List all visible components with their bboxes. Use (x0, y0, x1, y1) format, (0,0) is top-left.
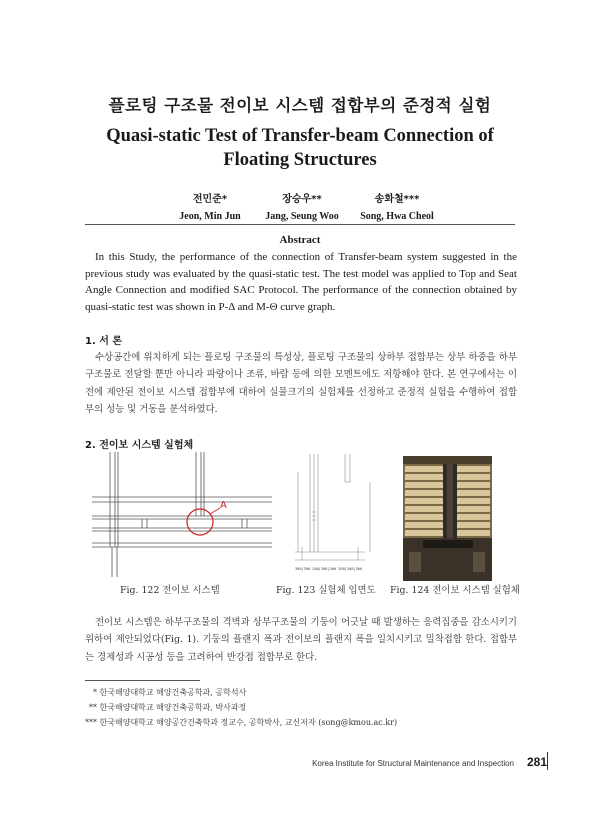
figure-3-caption: Fig. 124 전이보 시스템 실험체 (390, 585, 520, 596)
detail-label: A (220, 500, 227, 511)
title-korean: 플로팅 구조물 전이보 시스템 접합부의 준정적 실험 (108, 96, 492, 115)
section-2-heading: 2. 전이보 시스템 실험체 (85, 440, 194, 451)
footnote-1: * 한국해양대학교 해양건축공학과, 공학석사 (93, 688, 247, 697)
author-name-en: Jeon, Min Jun (179, 211, 241, 222)
author-name-ko: 전민준* (192, 194, 228, 205)
abstract-text: In this Study, the performance of the connection of Transfer-beam system suggested in the previous study was evaluated by the quasi-static test. The test model was applied to Top and Seat Angle Connection and modified SAC Protocol. The performance of the connection obtained by quasi-static test was shown in P-Δ and M-Θ curve graph. (85, 251, 517, 314)
figure-specimen-elevation (290, 452, 380, 580)
author-name-ko: 장승우** (282, 194, 322, 205)
divider (85, 224, 515, 225)
figure-transfer-beam-system (92, 452, 272, 577)
author-3 (337, 190, 457, 222)
figure-1-caption: Fig. 122 전이보 시스템 (120, 585, 220, 596)
footer-publisher: Korea Institute for Structural Maintenance and Inspection (312, 759, 514, 768)
footnote-divider (85, 680, 200, 681)
abstract-heading: Abstract (279, 234, 321, 246)
figure-2-caption: Fig. 123 실험체 입면도 (276, 585, 376, 596)
footer-bar (547, 752, 548, 770)
title-english: Quasi-static Test of Transfer-beam Connection of Floating Structures (106, 126, 494, 170)
footnote-2: ** 한국해양대학교 해양건축공학과, 박사과정 (89, 703, 247, 712)
footnote-3: *** 한국해양대학교 해양공간건축학과 정교수, 공학박사, 교신저자 (song@kmou.ac.kr) (85, 718, 398, 727)
specimen-photo (403, 456, 492, 581)
dimension-labels: 300|300 200|300|300 200|300|300 (295, 567, 363, 571)
page-number: 281 (527, 755, 548, 769)
author-name-ko: 송화철*** (374, 194, 420, 205)
author-name-en: Jang, Seung Woo (265, 211, 339, 222)
author-name-en: Song, Hwa Cheol (360, 211, 434, 222)
section-1-heading: 1. 서 론 (85, 336, 123, 347)
section-2-text: 전이보 시스템은 하부구조물의 격벽과 상부구조물의 기둥이 어긋날 때 발생하는 응력집중을 감소시키기 위하여 제안되었다(Fig. 1). 기둥의 플랜지 폭과 전이보의 플랜지 폭을 일치시키고 밀착접합 한다. 접합부는 경제성과 시공성 등을 고려하여 반강접 접합부로 한다. (85, 617, 517, 663)
section-1-text: 수상공간에 위치하게 되는 플로팅 구조물의 특성상, 플로팅 구조물의 상하부 접합부는 상부 하중을 하부구조물로 전달할 뿐만 아니라 파랑이나 조류, 바람 등에 의한 모멘트에도 저항해야 한다. 본 연구에서는 이전에 제안된 전이보 시스템 접합부에 대하여 실물크기의 실험체를 선정하고 준정적 실험을 수행하여 접합부의 성능 및 거동을 분석하였다. (85, 352, 517, 415)
